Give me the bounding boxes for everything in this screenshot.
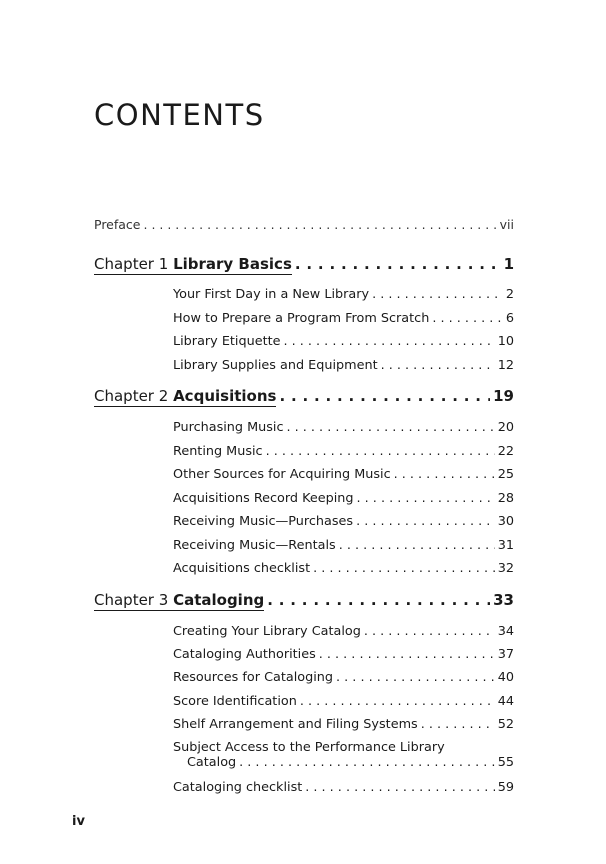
- entry-title: How to Prepare a Program From Scratch: [173, 311, 430, 326]
- leader-dots: [300, 694, 495, 709]
- entry-page: 44: [497, 694, 514, 709]
- leader-dots: [364, 624, 495, 639]
- leader-dots: [305, 780, 494, 795]
- toc-entry[interactable]: [173, 670, 514, 685]
- toc-entry[interactable]: [173, 561, 514, 576]
- chapter-3-heading[interactable]: [94, 591, 514, 611]
- leader-dots: [356, 514, 495, 529]
- toc-entry[interactable]: [173, 444, 514, 459]
- entry-page: 59: [497, 780, 514, 795]
- leader-dots: [432, 311, 503, 326]
- toc-entry[interactable]: [173, 514, 514, 529]
- entry-title: Acquisitions Record Keeping: [173, 491, 354, 506]
- leader-dots: [266, 444, 495, 459]
- toc-entry[interactable]: [173, 694, 514, 709]
- toc-entry[interactable]: [173, 624, 514, 639]
- entry-page: 20: [497, 420, 514, 435]
- toc-entry[interactable]: [173, 717, 514, 732]
- entry-page: 37: [497, 647, 514, 662]
- toc-entry[interactable]: [173, 287, 514, 302]
- entry-title: Creating Your Library Catalog: [173, 624, 361, 639]
- entry-page: 6: [505, 311, 514, 326]
- page-title: CONTENTS: [94, 98, 265, 132]
- entry-title: Cataloging Authorities: [173, 647, 316, 662]
- chapter-label: [94, 255, 292, 275]
- leader-dots: [144, 217, 497, 232]
- chapter-label: [94, 591, 264, 611]
- leader-dots: [295, 255, 501, 273]
- leader-dots: [394, 467, 495, 482]
- chapter-name: Cataloging: [173, 591, 265, 609]
- leader-dots: [284, 334, 495, 349]
- leader-dots: [372, 287, 503, 302]
- entry-title: Purchasing Music: [173, 420, 284, 435]
- toc-entry[interactable]: [173, 491, 514, 506]
- entry-title: Cataloging checklist: [173, 780, 303, 795]
- leader-dots: [267, 591, 490, 609]
- chapter-name: Library Basics: [173, 255, 292, 273]
- entry-title: Library Etiquette: [173, 334, 281, 349]
- entry-page: 28: [497, 491, 514, 506]
- chapter-prefix: Chapter 3: [94, 591, 169, 609]
- chapter-prefix: Chapter 2: [94, 387, 169, 405]
- toc-entry[interactable]: [173, 467, 514, 482]
- entry-page: 12: [497, 358, 514, 373]
- entry-page: 40: [497, 670, 514, 685]
- entry-title: Your First Day in a New Library: [173, 287, 370, 302]
- chapter-page: 33: [493, 591, 514, 609]
- toc-entry[interactable]: [173, 358, 514, 373]
- leader-dots: [381, 358, 495, 373]
- leader-dots: [287, 420, 495, 435]
- leader-dots: [279, 387, 490, 405]
- entry-title: Receiving Music—Rentals: [173, 538, 336, 553]
- entry-title-continued: Catalog: [187, 755, 237, 770]
- toc-entry[interactable]: [173, 647, 514, 662]
- entry-page: 32: [497, 561, 514, 576]
- chapter-page: 19: [493, 387, 514, 405]
- chapter-page: 1: [503, 255, 514, 273]
- leader-dots: [239, 755, 495, 770]
- leader-dots: [357, 491, 495, 506]
- leader-dots: [319, 647, 495, 662]
- entry-page: 2: [505, 287, 514, 302]
- toc-entry[interactable]: [173, 311, 514, 326]
- entry-page: 55: [497, 755, 514, 770]
- toc-entry[interactable]: [173, 740, 514, 770]
- entry-page: 30: [497, 514, 514, 529]
- preface-page: vii: [499, 217, 514, 232]
- entry-title: Library Supplies and Equipment: [173, 358, 378, 373]
- entry-title: Score Identification: [173, 694, 297, 709]
- toc-entry[interactable]: [173, 780, 514, 795]
- toc-entry[interactable]: [173, 538, 514, 553]
- toc-entry[interactable]: [173, 420, 514, 435]
- entry-page: 52: [497, 717, 514, 732]
- chapter-name: Acquisitions: [173, 387, 277, 405]
- leader-dots: [421, 717, 495, 732]
- leader-dots: [336, 670, 495, 685]
- entry-title: Shelf Arrangement and Filing Systems: [173, 717, 418, 732]
- page-folio: iv: [72, 814, 85, 829]
- entry-page: 22: [497, 444, 514, 459]
- chapter-label: [94, 387, 276, 407]
- entry-title: Subject Access to the Performance Library: [173, 740, 445, 755]
- preface-label: Preface: [94, 217, 141, 232]
- leader-dots: [313, 561, 495, 576]
- entry-continuation: [173, 755, 514, 770]
- entry-title: Receiving Music—Purchases: [173, 514, 354, 529]
- entry-title: Resources for Cataloging: [173, 670, 334, 685]
- chapter-1-heading[interactable]: [94, 255, 514, 275]
- entry-page: 25: [497, 467, 514, 482]
- entry-title: Renting Music: [173, 444, 263, 459]
- entry-page: 10: [497, 334, 514, 349]
- chapter-prefix: Chapter 1: [94, 255, 169, 273]
- toc-entry[interactable]: [173, 334, 514, 349]
- toc-preface-row[interactable]: [94, 217, 514, 232]
- entry-title: Acquisitions checklist: [173, 561, 311, 576]
- chapter-2-heading[interactable]: [94, 387, 514, 407]
- entry-page: 34: [497, 624, 514, 639]
- entry-page: 31: [497, 538, 514, 553]
- leader-dots: [339, 538, 495, 553]
- entry-title: Other Sources for Acquiring Music: [173, 467, 391, 482]
